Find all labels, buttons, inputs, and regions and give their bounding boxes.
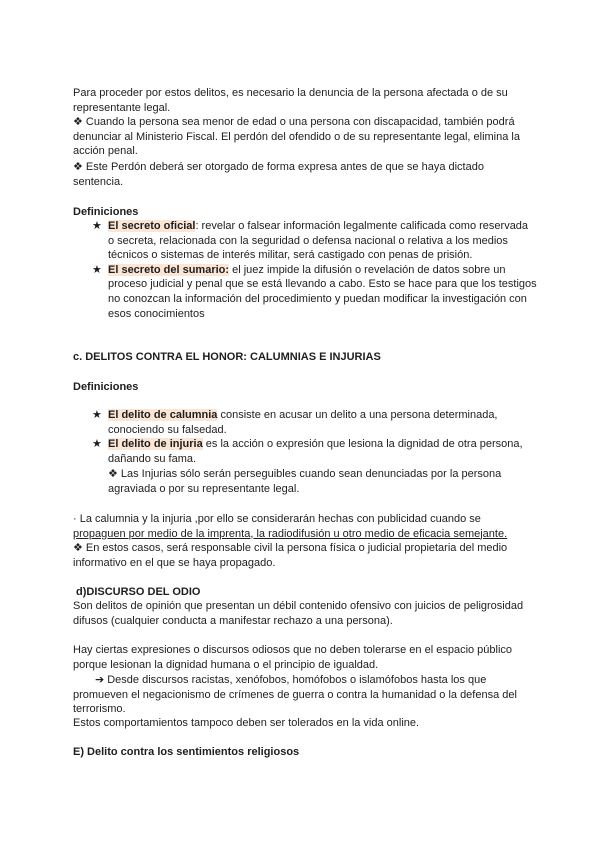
underlined-text: propaguen por medio de la imprenta, la radiodifusión u otro medio de eficacia semejante. [73, 527, 508, 540]
section-d-paragraph-2: Hay ciertas expresiones o discursos odiosos que no deben tolerarse en el espacio público porque lesionan la dignidad humana o el principio de igualdad. [73, 644, 513, 671]
nested-note [108, 467, 528, 496]
definition-term: El secreto oficial [108, 220, 196, 232]
list-item [92, 219, 537, 263]
nested-note-text: Las Injurias sólo serán perseguibles cuando sean denunciadas por la persona agraviada o por su representante legal. [108, 468, 502, 495]
definition-text: : revelar o falsear información legalmente calificada como reservada o secreta, relacionada con la seguridad o defensa nacional o relativa a los medios técnicos o sistemas de interés militar, será castigado con penas de prisión. [108, 220, 529, 262]
definition-term: El delito de calumnia [108, 409, 218, 421]
list-item [92, 263, 537, 321]
diamond-bullet-icon: ❖ [73, 161, 83, 173]
section-c-paragraph-b [73, 541, 533, 570]
definition-text: el juez impide la difusión o revelación de datos sobre un proceso judicial y penal que se está llevando a cabo. Esto se hace para que los testigos no conozcan la información del procedimiento y puedan modificar la investigación con esos conocimientos [108, 263, 537, 320]
section-c-paragraph-b-text: En estos casos, será responsable civil la persona física o judicial propietaria del medio informativo en el que se haya propagado. [73, 542, 508, 569]
section-d-paragraph-3-text: Desde discursos racistas, xenófobos, homófobos o islamófobos hasta los que promueven el negacionismo de crímenes de guerra o contra la humanidad o la defensa del terrorismo. [73, 674, 517, 716]
section-d-paragraph-4: Estos comportamientos tampoco deben ser tolerados en la vida online. [73, 717, 420, 729]
section-c-paragraph-a-text: · La calumnia y la injuria ,por ello se considerarán hechas con publicidad cuando se [73, 513, 481, 525]
intro-paragraph-3 [73, 160, 533, 189]
definiciones-heading: Definiciones [73, 206, 139, 218]
definition-text: es la acción o expresión que lesiona la dignidad de otra persona, dañando su fama. [108, 438, 523, 465]
star-bullet-icon: ★ [92, 438, 102, 451]
star-bullet-icon: ★ [92, 409, 102, 421]
star-bullet-icon: ★ [92, 263, 102, 276]
definition-term: El secreto del sumario: [108, 263, 230, 276]
section-d-heading: d)DISCURSO DEL ODIO [76, 586, 201, 598]
definiciones-list [92, 219, 537, 321]
diamond-bullet-icon: ❖ [73, 116, 83, 128]
definition-term: El delito de injuria [108, 438, 203, 451]
section-c-heading: c. DELITOS CONTRA EL HONOR: CALUMNIAS E INJURIAS [73, 351, 381, 363]
section-c-paragraph-a [73, 512, 533, 541]
diamond-bullet-icon: ❖ [108, 468, 118, 480]
star-bullet-icon: ★ [92, 220, 102, 232]
arrow-right-icon: ➔ [95, 674, 105, 686]
intro-paragraph-2-text: Cuando la persona sea menor de edad o una persona con discapacidad, también podrá denunciar al Ministerio Fiscal. El perdón del ofendido o de su representante legal, elimina la acción penal. [73, 116, 520, 158]
section-d-paragraph-1: Son delitos de opinión que presentan un débil contenido ofensivo con juicios de peligrosidad difusos (cualquier conducta a manifestar rechazo a una persona). [73, 600, 524, 627]
list-item [92, 408, 537, 437]
section-e-heading: E) Delito contra los sentimientos religiosos [73, 746, 300, 758]
section-d-paragraph-3 [73, 673, 533, 717]
intro-paragraph-1: Para proceder por estos delitos, es necesario la denuncia de la persona afectada o de su representante legal. [73, 87, 508, 114]
list-item [92, 437, 537, 466]
section-c-list [92, 408, 537, 466]
diamond-bullet-icon: ❖ [73, 542, 83, 554]
intro-paragraph-3-text: Este Perdón deberá ser otorgado de forma expresa antes de que se haya dictado sentencia. [73, 161, 484, 188]
intro-paragraph-2 [73, 115, 533, 159]
section-c-definiciones-heading: Definiciones [73, 381, 139, 393]
definition-text: consiste en acusar un delito a una persona determinada, conociendo su falsedad. [108, 409, 498, 436]
